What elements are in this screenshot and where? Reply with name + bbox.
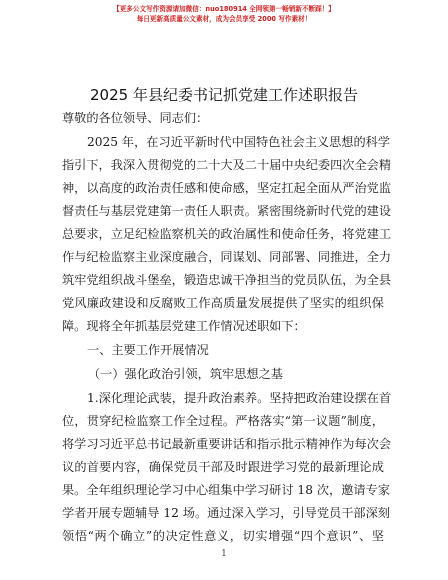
promo-banner-line-1: 【更多公文写作资源请加微信：nuo180914 全网领第一畅销新不断踩！】 <box>113 5 335 13</box>
paragraph-line: 筑牢党组织战斗堡垒，锻造忠诚干净担当的党员队伍，为全县 <box>62 273 392 287</box>
paragraph-line: 1.深化理论武装，提升政治素养。坚持把政治建设摆在首 <box>87 391 392 405</box>
paragraph-line: 作与纪检监察主业深度融合，同谋划、同部署、同推进，全力 <box>62 250 392 264</box>
paragraph-line: 领悟“两个确立”的决定性意义，切实增强“四个意识”、坚 <box>62 529 384 543</box>
paragraph-line: 障。现将全年抓基层党建工作情况述职如下： <box>62 319 306 333</box>
paragraph-line: 果。全年组织理论学习中心组集中学习研讨 18 次，邀请专家 <box>62 483 390 497</box>
subsection-heading: （一）强化政治引领，筑牢思想之基 <box>88 367 283 381</box>
promo-banner-line-2: 每日更新高质量公文素材，成为会员享受 2000 写作素材！ <box>136 15 312 23</box>
paragraph-line: 议的首要内容，确保党员干部及时跟进学习党的最新理论成 <box>62 460 384 474</box>
document-title: 2025 年县纪委书记抓党建工作述职报告 <box>90 86 358 104</box>
paragraph-line: 2025 年，在习近平新时代中国特色社会主义思想的科学 <box>87 135 391 149</box>
paragraph-line: 总要求，立足纪检监察机关的政治属性和使命任务，将党建工 <box>62 227 392 241</box>
salutation: 尊敬的各位领导、同志们： <box>62 111 209 125</box>
section-heading: 一、主要工作开展情况 <box>87 343 209 357</box>
page-number: 1 <box>221 549 227 559</box>
paragraph-line: 学者开展专题辅导 12 场。通过深入学习，引导党员干部深刻 <box>62 506 390 520</box>
paragraph-line: 位，贯穿纪检监察工作全过程。严格落实“第一议题”制度， <box>62 414 384 428</box>
paragraph-line: 指引下，我深入贯彻党的二十大及二十届中央纪委四次全会精 <box>62 158 392 172</box>
paragraph-line: 将学习习近平总书记最新重要讲话和指示批示精神作为每次会 <box>62 437 392 451</box>
paragraph-line: 党风廉政建设和反腐败工作高质量发展提供了坚实的组织保 <box>62 296 384 310</box>
paragraph-line: 督责任与基层党建第一责任人职责。紧密围绕新时代党的建设 <box>62 204 392 218</box>
paragraph-line: 神，以高度的政治责任感和使命感，坚定扛起全面从严治党监 <box>62 181 392 195</box>
promo-banner <box>0 4 448 24</box>
